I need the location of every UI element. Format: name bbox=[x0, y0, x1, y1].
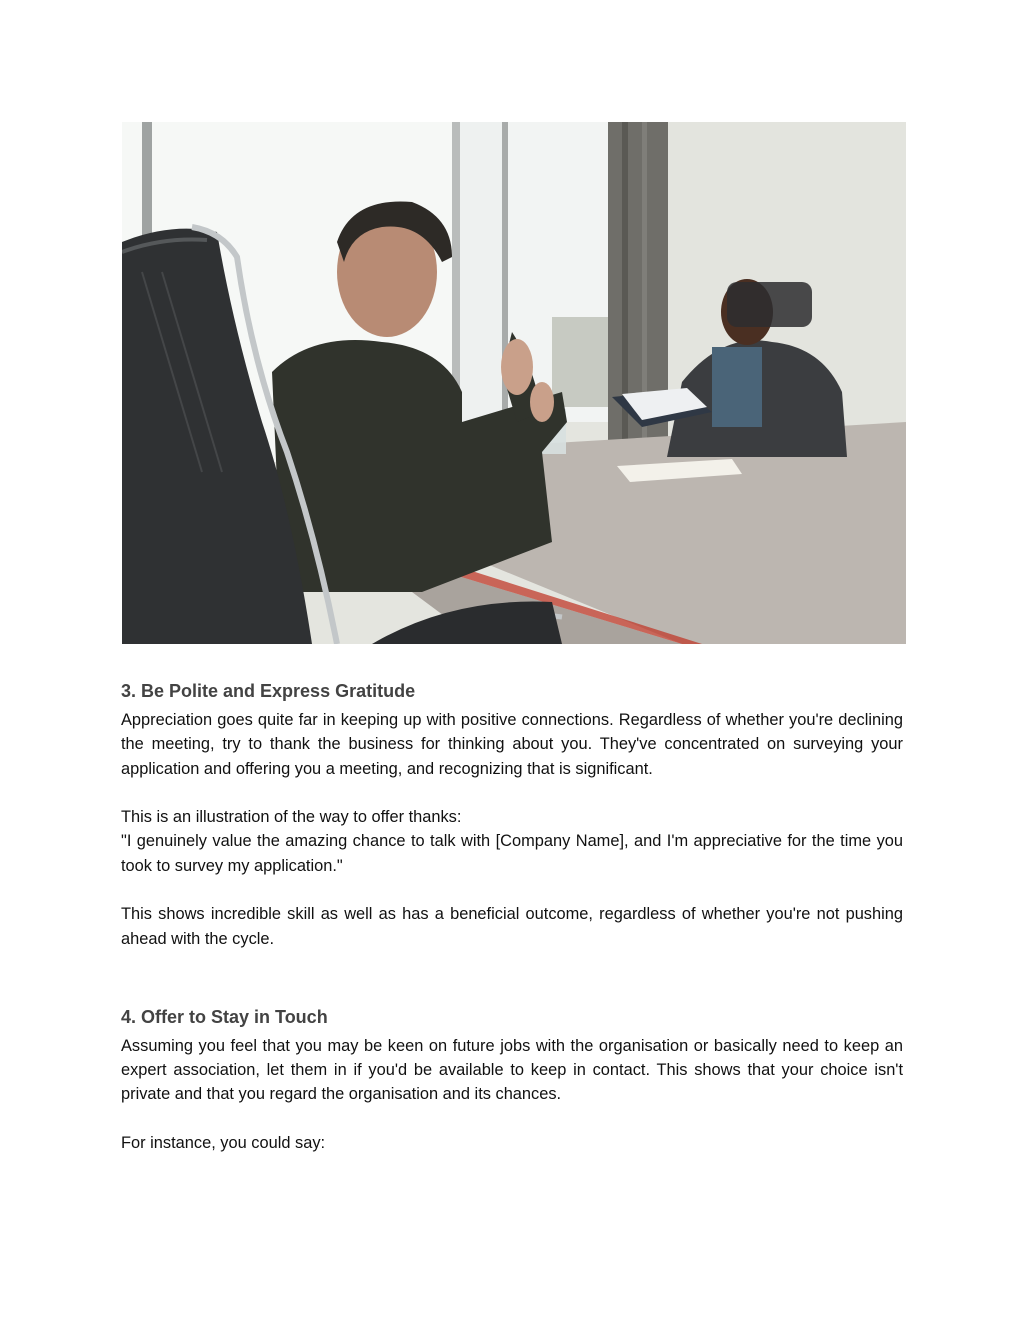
office-interview-photo bbox=[122, 122, 906, 644]
paragraph: This shows incredible skill as well as has a beneficial outcome, regardless of whether you're not pushing ahead with the cycle. bbox=[121, 905, 903, 948]
paragraph: For instance, you could say: bbox=[121, 1133, 326, 1152]
paragraph: This is an illustration of the way to offer thanks: bbox=[121, 808, 462, 827]
paragraph: Assuming you feel that you may be keen on future jobs with the organisation or basically need to keep an expert association, let them in if you'd be available to keep in contact. This shows that your choice isn't private and that you regard the organisation and its chances. bbox=[121, 1036, 903, 1104]
quote-paragraph: "I genuinely value the amazing chance to talk with [Company Name], and I'm appreciative for the time you took to survey my application." bbox=[121, 832, 903, 875]
section-heading-gratitude: 3. Be Polite and Express Gratitude bbox=[121, 681, 416, 701]
office-interview-photo-icon bbox=[122, 122, 906, 644]
section-heading-stay-in-touch: 4. Offer to Stay in Touch bbox=[121, 1006, 328, 1027]
paragraph: Appreciation goes quite far in keeping up with positive connections. Regardless of whether you're declining the meeting, try to thank the business for thinking about you. They've concentrated on surveying your application and offering you a meeting, and recognizing that is significant. bbox=[121, 711, 903, 778]
article-body bbox=[121, 674, 903, 1155]
